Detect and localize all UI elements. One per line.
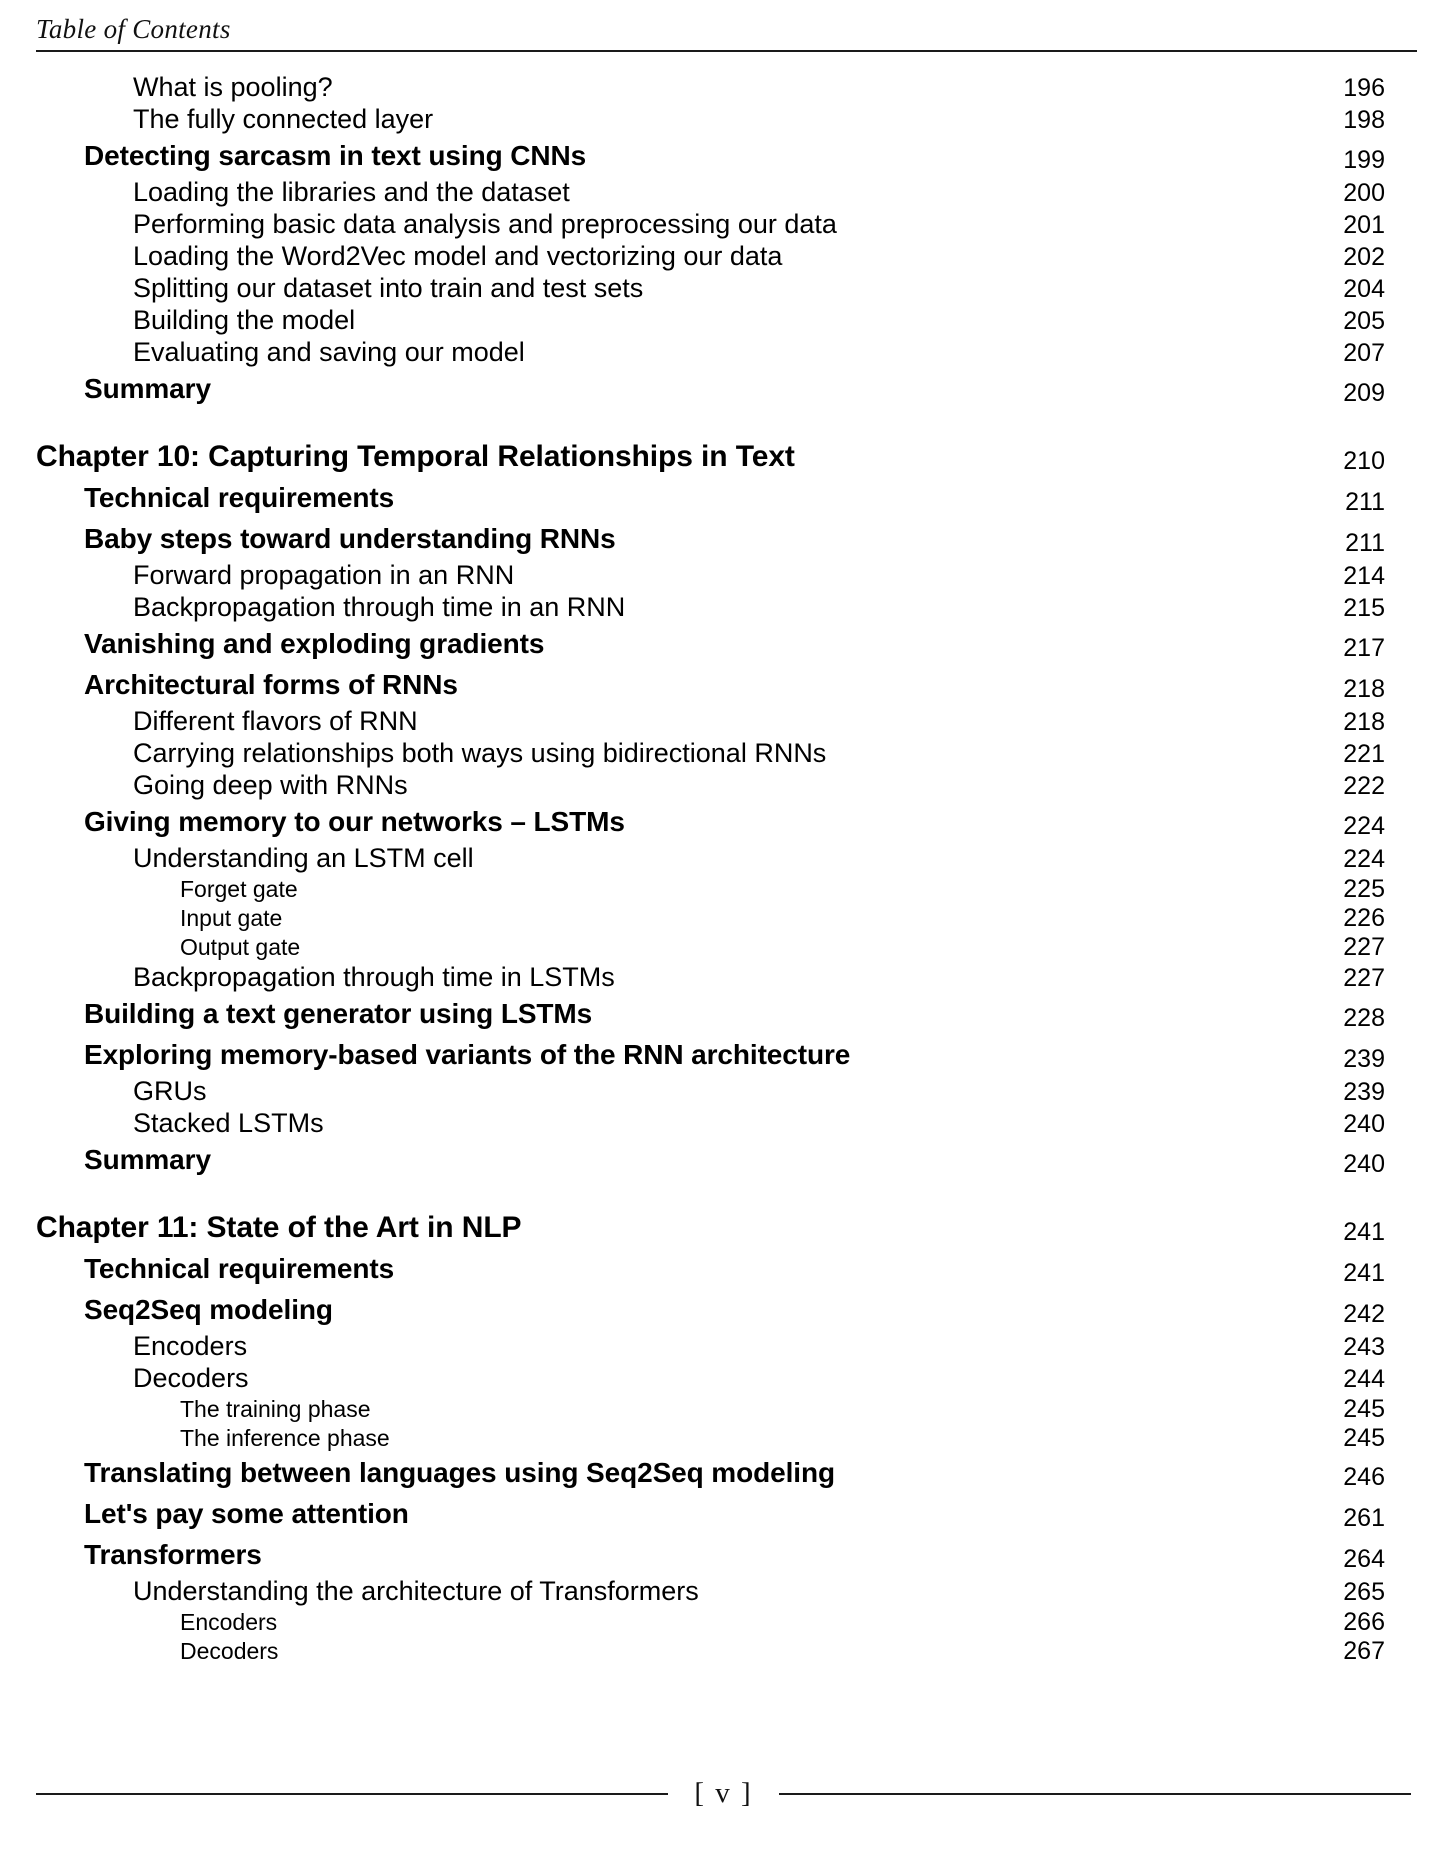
toc-entry[interactable] bbox=[0, 1249, 1447, 1290]
toc-entry[interactable] bbox=[0, 104, 1447, 136]
toc-entry[interactable] bbox=[0, 1637, 1447, 1666]
toc-entry[interactable] bbox=[0, 305, 1447, 337]
toc-entry-page-number: 196 bbox=[1343, 74, 1385, 102]
toc-entry[interactable] bbox=[0, 738, 1447, 770]
toc-entry-label: Translating between languages using Seq2Seq modeling bbox=[84, 1457, 835, 1488]
toc-entry-label: The inference phase bbox=[180, 1425, 390, 1451]
toc-entry-label: What is pooling? bbox=[133, 72, 333, 102]
toc-entry-page-number: 222 bbox=[1343, 772, 1385, 800]
toc-entry-page-number: 204 bbox=[1343, 275, 1385, 303]
footer-rule-right bbox=[779, 1793, 1411, 1795]
toc-entry[interactable] bbox=[0, 1424, 1447, 1453]
toc-entry[interactable] bbox=[0, 72, 1447, 104]
toc-entry-label: Splitting our dataset into train and test sets bbox=[133, 273, 644, 303]
toc-entry-label: Architectural forms of RNNs bbox=[84, 669, 458, 700]
toc-entry-label: Stacked LSTMs bbox=[133, 1108, 324, 1138]
toc-entry[interactable] bbox=[0, 1290, 1447, 1331]
toc-entry[interactable] bbox=[0, 1576, 1447, 1608]
toc-entry-label: Technical requirements bbox=[84, 1253, 395, 1284]
toc-entry-label: Performing basic data analysis and preprocessing our data bbox=[133, 209, 837, 239]
toc-entry-label: Let's pay some attention bbox=[84, 1498, 409, 1529]
toc-entry-page-number: 225 bbox=[1343, 875, 1385, 903]
toc-entry-page-number: 218 bbox=[1343, 708, 1385, 736]
toc-entry[interactable] bbox=[0, 1331, 1447, 1363]
toc-entry[interactable] bbox=[0, 1207, 1447, 1249]
toc-entry-label: Understanding the architecture of Transformers bbox=[133, 1576, 699, 1606]
toc-entry-page-number: 221 bbox=[1343, 740, 1385, 768]
toc-entry[interactable] bbox=[0, 136, 1447, 177]
toc-entry-label: Forward propagation in an RNN bbox=[133, 560, 515, 590]
toc-entry-page-number: 226 bbox=[1343, 904, 1385, 932]
toc-entry-page-number: 266 bbox=[1343, 1608, 1385, 1636]
toc-entry-label: Loading the libraries and the dataset bbox=[133, 177, 570, 207]
toc-entry-page-number: 243 bbox=[1343, 1333, 1385, 1361]
toc-entry-page-number: 245 bbox=[1343, 1395, 1385, 1423]
toc-entry-page-number: 261 bbox=[1343, 1504, 1385, 1532]
toc-entry-label: Detecting sarcasm in text using CNNs bbox=[84, 140, 587, 171]
running-header-title: Table of Contents bbox=[36, 14, 231, 44]
toc-entry[interactable] bbox=[0, 904, 1447, 933]
toc-entry-page-number: 202 bbox=[1343, 243, 1385, 271]
toc-entry-page-number: 215 bbox=[1343, 594, 1385, 622]
toc-entry-label: Chapter 10: Capturing Temporal Relationships in Text bbox=[36, 440, 795, 473]
toc-entry-label: Baby steps toward understanding RNNs bbox=[84, 523, 616, 554]
footer-rule-left bbox=[36, 1793, 668, 1795]
toc-entry[interactable] bbox=[0, 1395, 1447, 1424]
toc-entry[interactable] bbox=[0, 436, 1447, 478]
toc-entry[interactable] bbox=[0, 519, 1447, 560]
toc-entry[interactable] bbox=[0, 770, 1447, 802]
toc-entry[interactable] bbox=[0, 1108, 1447, 1140]
toc-entry-label: Building a text generator using LSTMs bbox=[84, 998, 593, 1029]
toc-entry-page-number: 199 bbox=[1343, 146, 1385, 174]
toc-entry-label: Carrying relationships both ways using bidirectional RNNs bbox=[133, 738, 827, 768]
toc-entry[interactable] bbox=[0, 241, 1447, 273]
toc-entry-page-number: 207 bbox=[1343, 339, 1385, 367]
toc-entry[interactable] bbox=[0, 1363, 1447, 1395]
toc-entry-label: Encoders bbox=[133, 1331, 248, 1361]
toc-entry-page-number: 227 bbox=[1343, 933, 1385, 961]
toc-entry-page-number: 198 bbox=[1343, 106, 1385, 134]
toc-entry-label: GRUs bbox=[133, 1076, 207, 1106]
toc-entry[interactable] bbox=[0, 802, 1447, 843]
toc-entry-label: Building the model bbox=[133, 305, 356, 335]
toc-entry[interactable] bbox=[0, 665, 1447, 706]
toc-entry-page-number: 265 bbox=[1343, 1578, 1385, 1606]
toc-list bbox=[0, 72, 1447, 1666]
toc-entry[interactable] bbox=[0, 1608, 1447, 1637]
toc-entry-page-number: 242 bbox=[1343, 1300, 1385, 1328]
toc-entry[interactable] bbox=[0, 209, 1447, 241]
toc-entry-page-number: 241 bbox=[1343, 1259, 1385, 1287]
toc-entry[interactable] bbox=[0, 1076, 1447, 1108]
toc-entry[interactable] bbox=[0, 994, 1447, 1035]
toc-entry-label: Backpropagation through time in LSTMs bbox=[133, 962, 615, 992]
toc-entry-label: Loading the Word2Vec model and vectorizing our data bbox=[133, 241, 783, 271]
toc-entry[interactable] bbox=[0, 962, 1447, 994]
toc-entry-page-number: 214 bbox=[1343, 562, 1385, 590]
footer-page-marker: [ v ] bbox=[694, 1777, 753, 1809]
toc-entry[interactable] bbox=[0, 1535, 1447, 1576]
toc-entry-label: Evaluating and saving our model bbox=[133, 337, 525, 367]
header-divider bbox=[36, 50, 1417, 52]
toc-entry[interactable] bbox=[0, 369, 1447, 410]
page-footer bbox=[36, 1779, 1411, 1808]
toc-entry-page-number: 210 bbox=[1343, 447, 1385, 475]
toc-entry-label: Chapter 11: State of the Art in NLP bbox=[36, 1211, 522, 1244]
toc-entry[interactable] bbox=[0, 624, 1447, 665]
toc-entry[interactable] bbox=[0, 560, 1447, 592]
toc-entry-label: Going deep with RNNs bbox=[133, 770, 408, 800]
toc-entry-label: Forget gate bbox=[180, 876, 298, 902]
toc-entry-label: Output gate bbox=[180, 934, 301, 960]
toc-entry[interactable] bbox=[0, 273, 1447, 305]
toc-entry-label: Summary bbox=[84, 1144, 211, 1175]
toc-entry-page-number: 200 bbox=[1343, 179, 1385, 207]
toc-entry-page-number: 239 bbox=[1343, 1078, 1385, 1106]
toc-entry-page-number: 240 bbox=[1343, 1150, 1385, 1178]
toc-entry-label: Decoders bbox=[133, 1363, 249, 1393]
toc-entry-label: Seq2Seq modeling bbox=[84, 1294, 333, 1325]
toc-entry[interactable] bbox=[0, 337, 1447, 369]
toc-entry[interactable] bbox=[0, 843, 1447, 875]
toc-entry[interactable] bbox=[0, 875, 1447, 904]
toc-entry[interactable] bbox=[0, 1494, 1447, 1535]
toc-entry-page-number: 244 bbox=[1343, 1365, 1385, 1393]
toc-entry-page-number: 264 bbox=[1343, 1545, 1385, 1573]
toc-entry-page-number: 240 bbox=[1343, 1110, 1385, 1138]
toc-entry-label: Vanishing and exploding gradients bbox=[84, 628, 545, 659]
toc-entry-page-number: 228 bbox=[1343, 1004, 1385, 1032]
toc-entry-label: Understanding an LSTM cell bbox=[133, 843, 474, 873]
toc-entry-page-number: 201 bbox=[1343, 211, 1385, 239]
toc-entry-page-number: 227 bbox=[1343, 964, 1385, 992]
toc-entry-page-number: 241 bbox=[1343, 1218, 1385, 1246]
toc-entry-page-number: 239 bbox=[1343, 1045, 1385, 1073]
toc-entry-page-number: 267 bbox=[1343, 1637, 1385, 1665]
toc-entry[interactable] bbox=[0, 1453, 1447, 1494]
toc-entry-page-number: 205 bbox=[1343, 307, 1385, 335]
toc-entry-page-number: 224 bbox=[1343, 845, 1385, 873]
toc-entry-label: Encoders bbox=[180, 1609, 278, 1635]
toc-entry-label: Different flavors of RNN bbox=[133, 706, 418, 736]
toc-entry[interactable] bbox=[0, 592, 1447, 624]
toc-entry-page-number: 224 bbox=[1343, 812, 1385, 840]
toc-entry-label: Decoders bbox=[180, 1638, 279, 1664]
toc-entry[interactable] bbox=[0, 177, 1447, 209]
toc-entry-page-number: 245 bbox=[1343, 1424, 1385, 1452]
toc-entry[interactable] bbox=[0, 478, 1447, 519]
toc-entry-page-number: 211 bbox=[1345, 488, 1385, 516]
toc-entry-label: Transformers bbox=[84, 1539, 262, 1570]
toc-entry-label: Exploring memory-based variants of the RNN architecture bbox=[84, 1039, 851, 1070]
toc-entry-label: Input gate bbox=[180, 905, 283, 931]
toc-entry-page-number: 211 bbox=[1345, 529, 1385, 557]
toc-entry[interactable] bbox=[0, 933, 1447, 962]
toc-entry[interactable] bbox=[0, 706, 1447, 738]
toc-entry[interactable] bbox=[0, 1035, 1447, 1076]
toc-entry-label: Giving memory to our networks – LSTMs bbox=[84, 806, 625, 837]
toc-entry-page-number: 246 bbox=[1343, 1463, 1385, 1491]
toc-entry-label: Technical requirements bbox=[84, 482, 395, 513]
toc-entry-label: Backpropagation through time in an RNN bbox=[133, 592, 626, 622]
toc-entry[interactable] bbox=[0, 1140, 1447, 1181]
toc-entry-label: The fully connected layer bbox=[133, 104, 434, 134]
toc-entry-label: The training phase bbox=[180, 1396, 371, 1422]
toc-entry-page-number: 218 bbox=[1343, 675, 1385, 703]
toc-entry-page-number: 209 bbox=[1343, 379, 1385, 407]
toc-entry-label: Summary bbox=[84, 373, 211, 404]
toc-entry-page-number: 217 bbox=[1343, 634, 1385, 662]
